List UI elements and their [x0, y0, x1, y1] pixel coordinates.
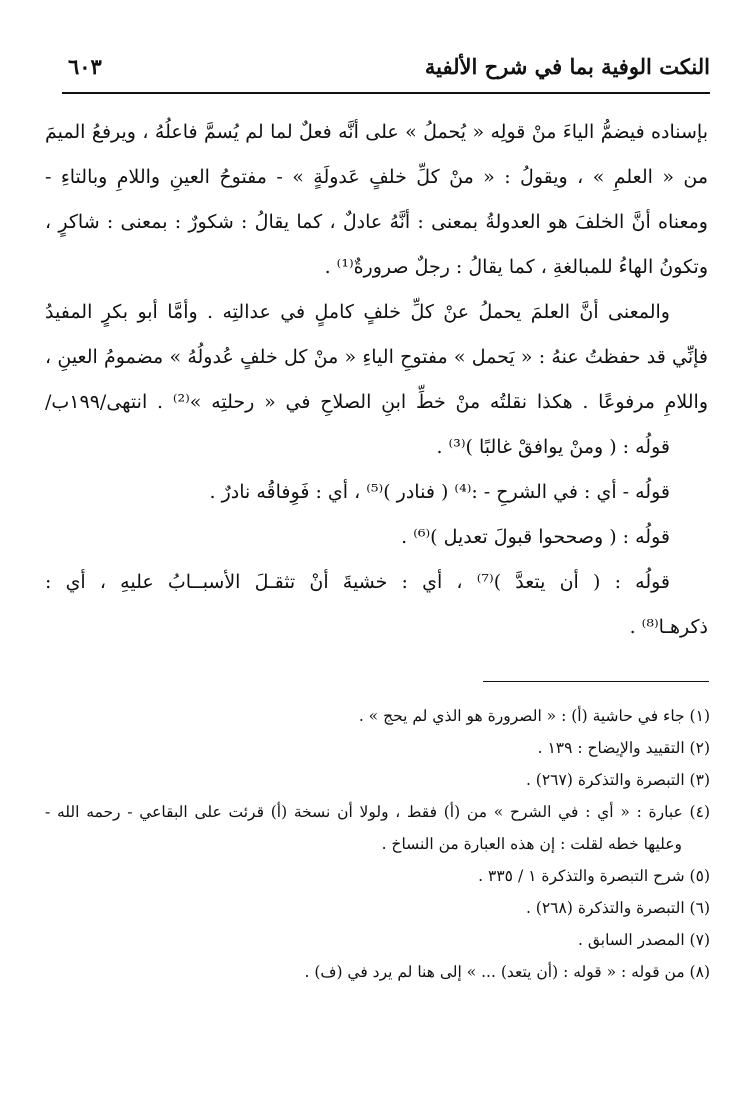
text-line: بإسناده فيضمُّ الياءَ منْ قولِه « يُحملُ » على أنَّه فعلٌ لما لم يُسمَّ فاعلُهُ ، ويرفعُ الميمَ [45, 121, 708, 143]
quote-line: قولُه - أي : في الشرحِ - :⁽⁴⁾ ( فنادر )⁽⁵⁾ ، أي : فَوِفاقُه نادرٌ . [209, 481, 670, 503]
text-line: ذكرهـا⁽⁸⁾ . [629, 616, 708, 638]
text-line: واللامِ مرفوعًا . هكذا نقلتُه منْ خطِّ ابنِ الصلاحِ في « رحلتِه »⁽²⁾ . انتهى/١٩٩ب/ [45, 391, 708, 413]
footnote: (٣) التبصرة والتذكرة (٢٦٧) . [525, 771, 710, 789]
quote-line: قولُه : ( أن يتعدَّ )⁽⁷⁾ ، أي : خشيةَ أنْ تثقـلَ الأسبــابُ عليهِ ، أي : [45, 571, 671, 593]
footnote: (٦) التبصرة والتذكرة (٢٦٨) . [525, 899, 710, 917]
text-line: ومعناه أنَّ الخلفَ هو العدولةُ بمعنى : أنَّهُ عادلٌ ، كما يقالُ : شكورٌ : بمعنى : شاكرٍ ، [45, 211, 708, 233]
footnote: (٧) المصدر السابق . [577, 931, 710, 949]
footnote: (١) جاء في حاشية (أ) : « الصرورة هو الذي لم يحج » . [358, 707, 710, 725]
quote-line: قولُه : ( ومنْ يوافقْ غالبًا )⁽³⁾ . [436, 436, 670, 458]
footnotes [45, 700, 710, 988]
footnote: (٨) من قوله : « قوله : (أن يتعد) ... » إلى هنا لم يرد في (ف) . [304, 963, 710, 981]
footnote: (٢) التقييد والإيضاح : ١٣٩ . [537, 739, 710, 757]
page-number: ٦٠٣ [68, 54, 102, 79]
text-line: والمعنى أنَّ العلمَ يحملُ عنْ كلِّ خلفٍ كاملٍ في عدالتِه . وأمَّا أبو بكرٍ المفيدُ [45, 301, 670, 323]
running-header [62, 44, 710, 94]
header-rule [62, 92, 710, 94]
main-text [45, 110, 708, 650]
quote-line: قولُه : ( وصححوا قبولَ تعديل )⁽⁶⁾ . [401, 526, 670, 548]
footnote: (٥) شرح التبصرة والتذكرة ١ / ٣٣٥ . [478, 867, 710, 885]
text-line: من « العلمِ » ، ويقولُ : « منْ كلِّ خلفٍ عَدولَةٍ » - مفتوحُ العينِ واللامِ وبالتاءِ - [45, 166, 708, 188]
text-line: وتكونُ الهاءُ للمبالغةِ ، كما يقالُ : رجلٌ صرورةٌ⁽¹⁾ . [324, 256, 708, 278]
footnote-continuation: وعليها خطه لقلت : إن هذه العبارة من النساخ . [381, 835, 682, 853]
text-line: فإنِّي قد حفظتُ عنهُ : « يَحمل » مفتوحِ الياءِ « منْ كل خلفٍ عُدولُهُ » مضمومُ العينِ ، [45, 346, 708, 368]
footnote-separator [483, 681, 709, 682]
running-title: النكت الوفية بما في شرح الألفية [424, 54, 710, 79]
footnote: (٤) عبارة : « أي : في الشرح » من (أ) فقط ، ولولا أن نسخة (أ) قرئت على البقاعي - رحمه الله - [45, 803, 710, 821]
